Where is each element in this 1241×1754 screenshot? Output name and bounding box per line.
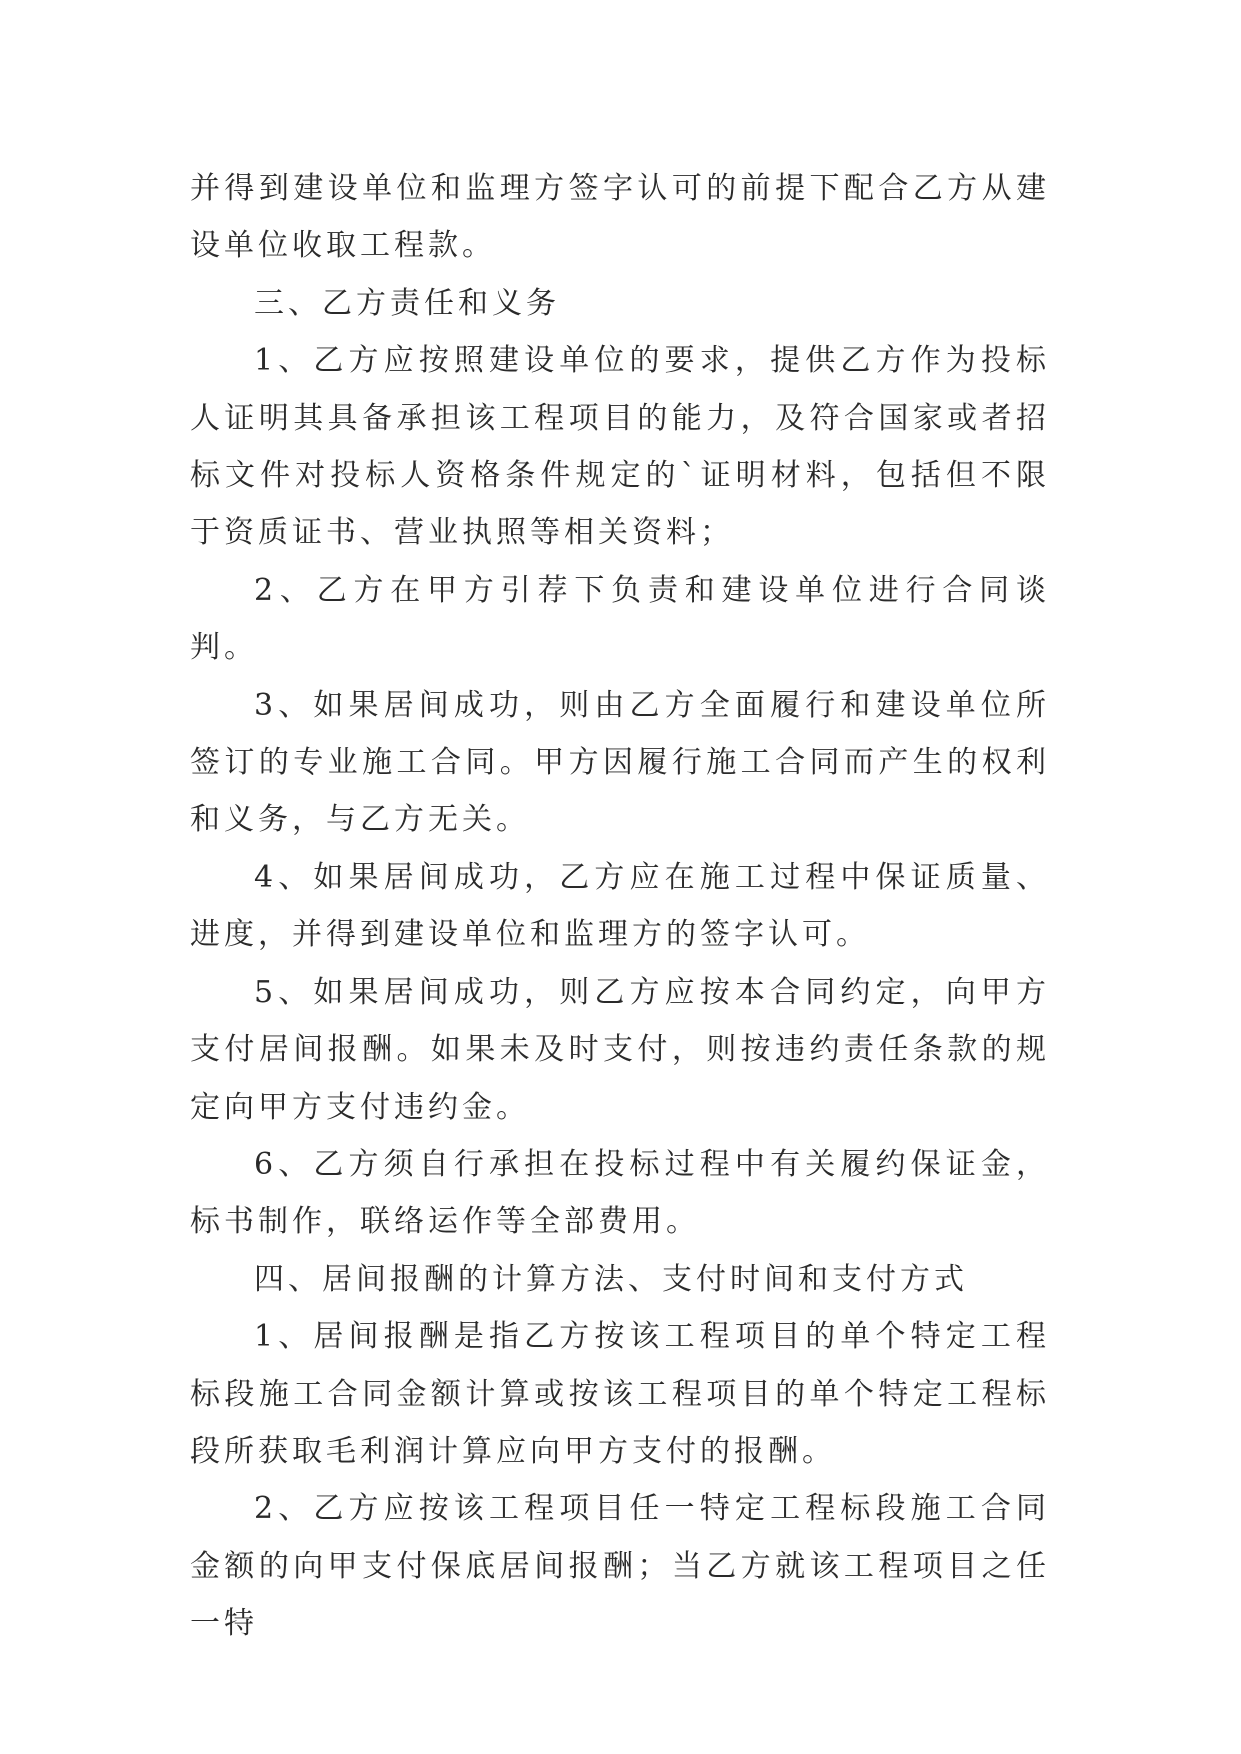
clause-3-1: 1、乙方应按照建设单位的要求，提供乙方作为投标人证明其具备承担该工程项目的能力，及符合国家或者招标文件对投标人资格条件规定的`证明材料，包括但不限于资质证书、营业执照等相关资料；: [190, 343, 1050, 551]
clause-3-2: 2、乙方在甲方引荐下负责和建设单位进行合同谈判。: [190, 572, 1050, 666]
clause-4-2: 2、乙方应按该工程项目任一特定工程标段施工合同金额的向甲支付保底居间报酬；当乙方就该工程项目之任一特: [190, 1491, 1050, 1642]
clause-3-6: 6、乙方须自行承担在投标过程中有关履约保证金，标书制作，联络运作等全部费用。: [190, 1146, 1050, 1240]
paragraph-continuation: 并得到建设单位和监理方签字认可的前提下配合乙方从建设单位收取工程款。: [190, 171, 1050, 264]
section-heading-commission: 四、居间报酬的计算方法、支付时间和支付方式: [254, 1261, 968, 1297]
document-body: [190, 160, 1050, 1653]
section-heading-party-b-duties: 三、乙方责任和义务: [254, 285, 560, 321]
clause-3-5: 5、如果居间成功，则乙方应按本合同约定，向甲方支付居间报酬。如果未及时支付，则按违约责任条款的规定向甲方支付违约金。: [190, 974, 1050, 1125]
clause-4-1: 1、居间报酬是指乙方按该工程项目的单个特定工程标段施工合同金额计算或按该工程项目的单个特定工程标段所获取毛利润计算应向甲方支付的报酬。: [190, 1319, 1050, 1469]
clause-3-4: 4、如果居间成功，乙方应在施工过程中保证质量、进度，并得到建设单位和监理方的签字认可。: [190, 859, 1050, 953]
clause-3-3: 3、如果居间成功，则由乙方全面履行和建设单位所签订的专业施工合同。甲方因履行施工合同而产生的权利和义务，与乙方无关。: [190, 687, 1050, 838]
